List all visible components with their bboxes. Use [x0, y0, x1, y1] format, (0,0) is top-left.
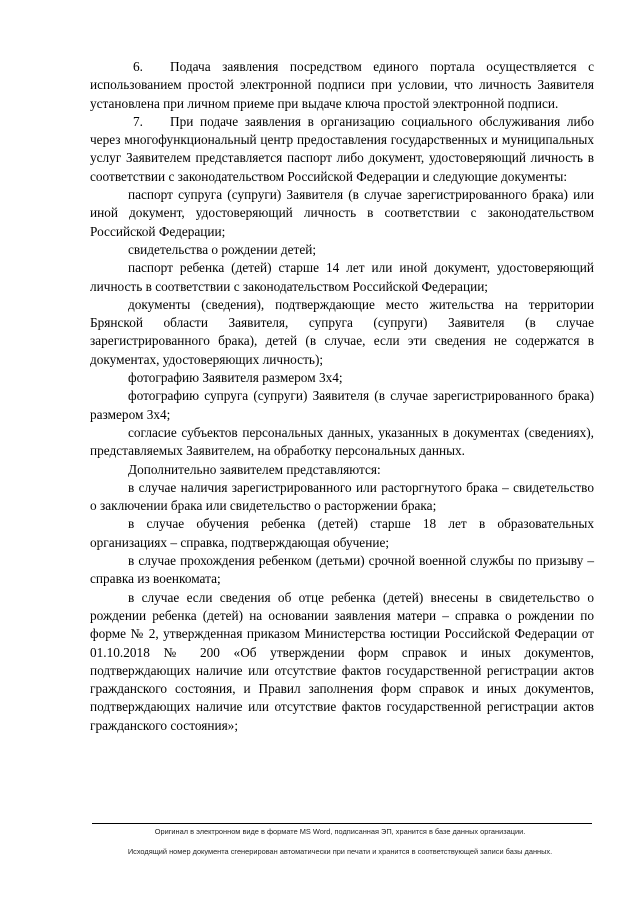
paragraph-text: Подача заявления посредством единого портала осуществляется с использованием простой электронной подписи при условии, что личность Заявителя установлена при личном приеме при выдаче ключа простой электронной подписи.	[90, 59, 594, 111]
list-item-spouse-photo: фотографию супруга (супруги) Заявителя (в случае зарегистрированного брака) размером 3х4;	[90, 388, 594, 422]
list-item-military-certificate: в случае прохождения ребенком (детьми) срочной военной службы по призыву – справка из военкомата;	[90, 553, 594, 587]
footer-number-note: Исходящий номер документа сгенерирован автоматически при печати и хранится в соответствующей записи базы данных.	[127, 847, 553, 856]
paragraph-text: При подаче заявления в организацию социального обслуживания либо через многофункциональный центр предоставления государственных и муниципальных услуг Заявителем представляется паспорт либо документ, удостоверяющий личность в соответствии с законодательством Российской Федерации и следующие документы:	[90, 113, 594, 184]
list-item-spouse-passport: паспорт супруга (супруги) Заявителя (в случае зарегистрированного брака) или иной документ, удостоверяющий личность в соответствии с законодательством Российской Федерации;	[90, 187, 594, 239]
list-item-applicant-photo: фотографию Заявителя размером 3х4;	[128, 370, 343, 386]
paragraph-number: 6.	[133, 59, 143, 74]
list-item-child-passport: паспорт ребенка (детей) старше 14 лет или иной документ, удостоверяющий личность в соответствии с законодательством Российской Федерации;	[90, 260, 594, 294]
list-item-marriage-certificate: в случае наличия зарегистрированного или расторгнутого брака – свидетельство о заключении брака или свидетельство о расторжении брака;	[90, 479, 594, 514]
document-body	[90, 58, 594, 735]
additional-documents-heading: Дополнительно заявителем представляются:	[128, 461, 381, 477]
list-item-birth-certificates: свидетельства о рождении детей;	[128, 241, 317, 257]
paragraph-7	[90, 113, 594, 186]
list-item-education-certificate: в случае обучения ребенка (детей) старше 18 лет в образовательных организациях – справка, подтверждающая обучение;	[90, 516, 594, 550]
paragraph-number: 7.	[133, 113, 143, 129]
footer-divider	[92, 823, 592, 824]
list-item-birth-form-2: в случае если сведения об отце ребенка (детей) внесены в свидетельство о рождении ребенка (детей) на основании заявления матери – справка о рождении по форме № 2, утвержденная приказом Министерства юстиции Российской Федерации от 01.10.2018 № 200 «Об утверждении форм справок и иных документов, подтверждающих наличие или отсутствие фактов государственной регистрации актов гражданского состояния, и Правил заполнения форм справок и иных документов, подтверждающих наличие или отсутствие фактов государственной регистрации актов гражданского состояния»;	[90, 589, 594, 733]
list-item-consent: согласие субъектов персональных данных, указанных в документах (сведениях), представляемых Заявителем, на обработку персональных данных.	[90, 424, 594, 459]
list-item-residence-documents: документы (сведения), подтверждающие место жительства на территории Брянской области Заявителя, супруга (супруги) Заявителя (в случае зарегистрированного брака), детей (в случае, если эти сведения не содержатся в документах, удостоверяющих личность);	[90, 296, 594, 367]
paragraph-6	[90, 58, 594, 113]
footer-original-note: Оригинал в электронном виде в формате MS Word, подписанная ЭП, хранится в базе данных организации.	[154, 827, 526, 836]
